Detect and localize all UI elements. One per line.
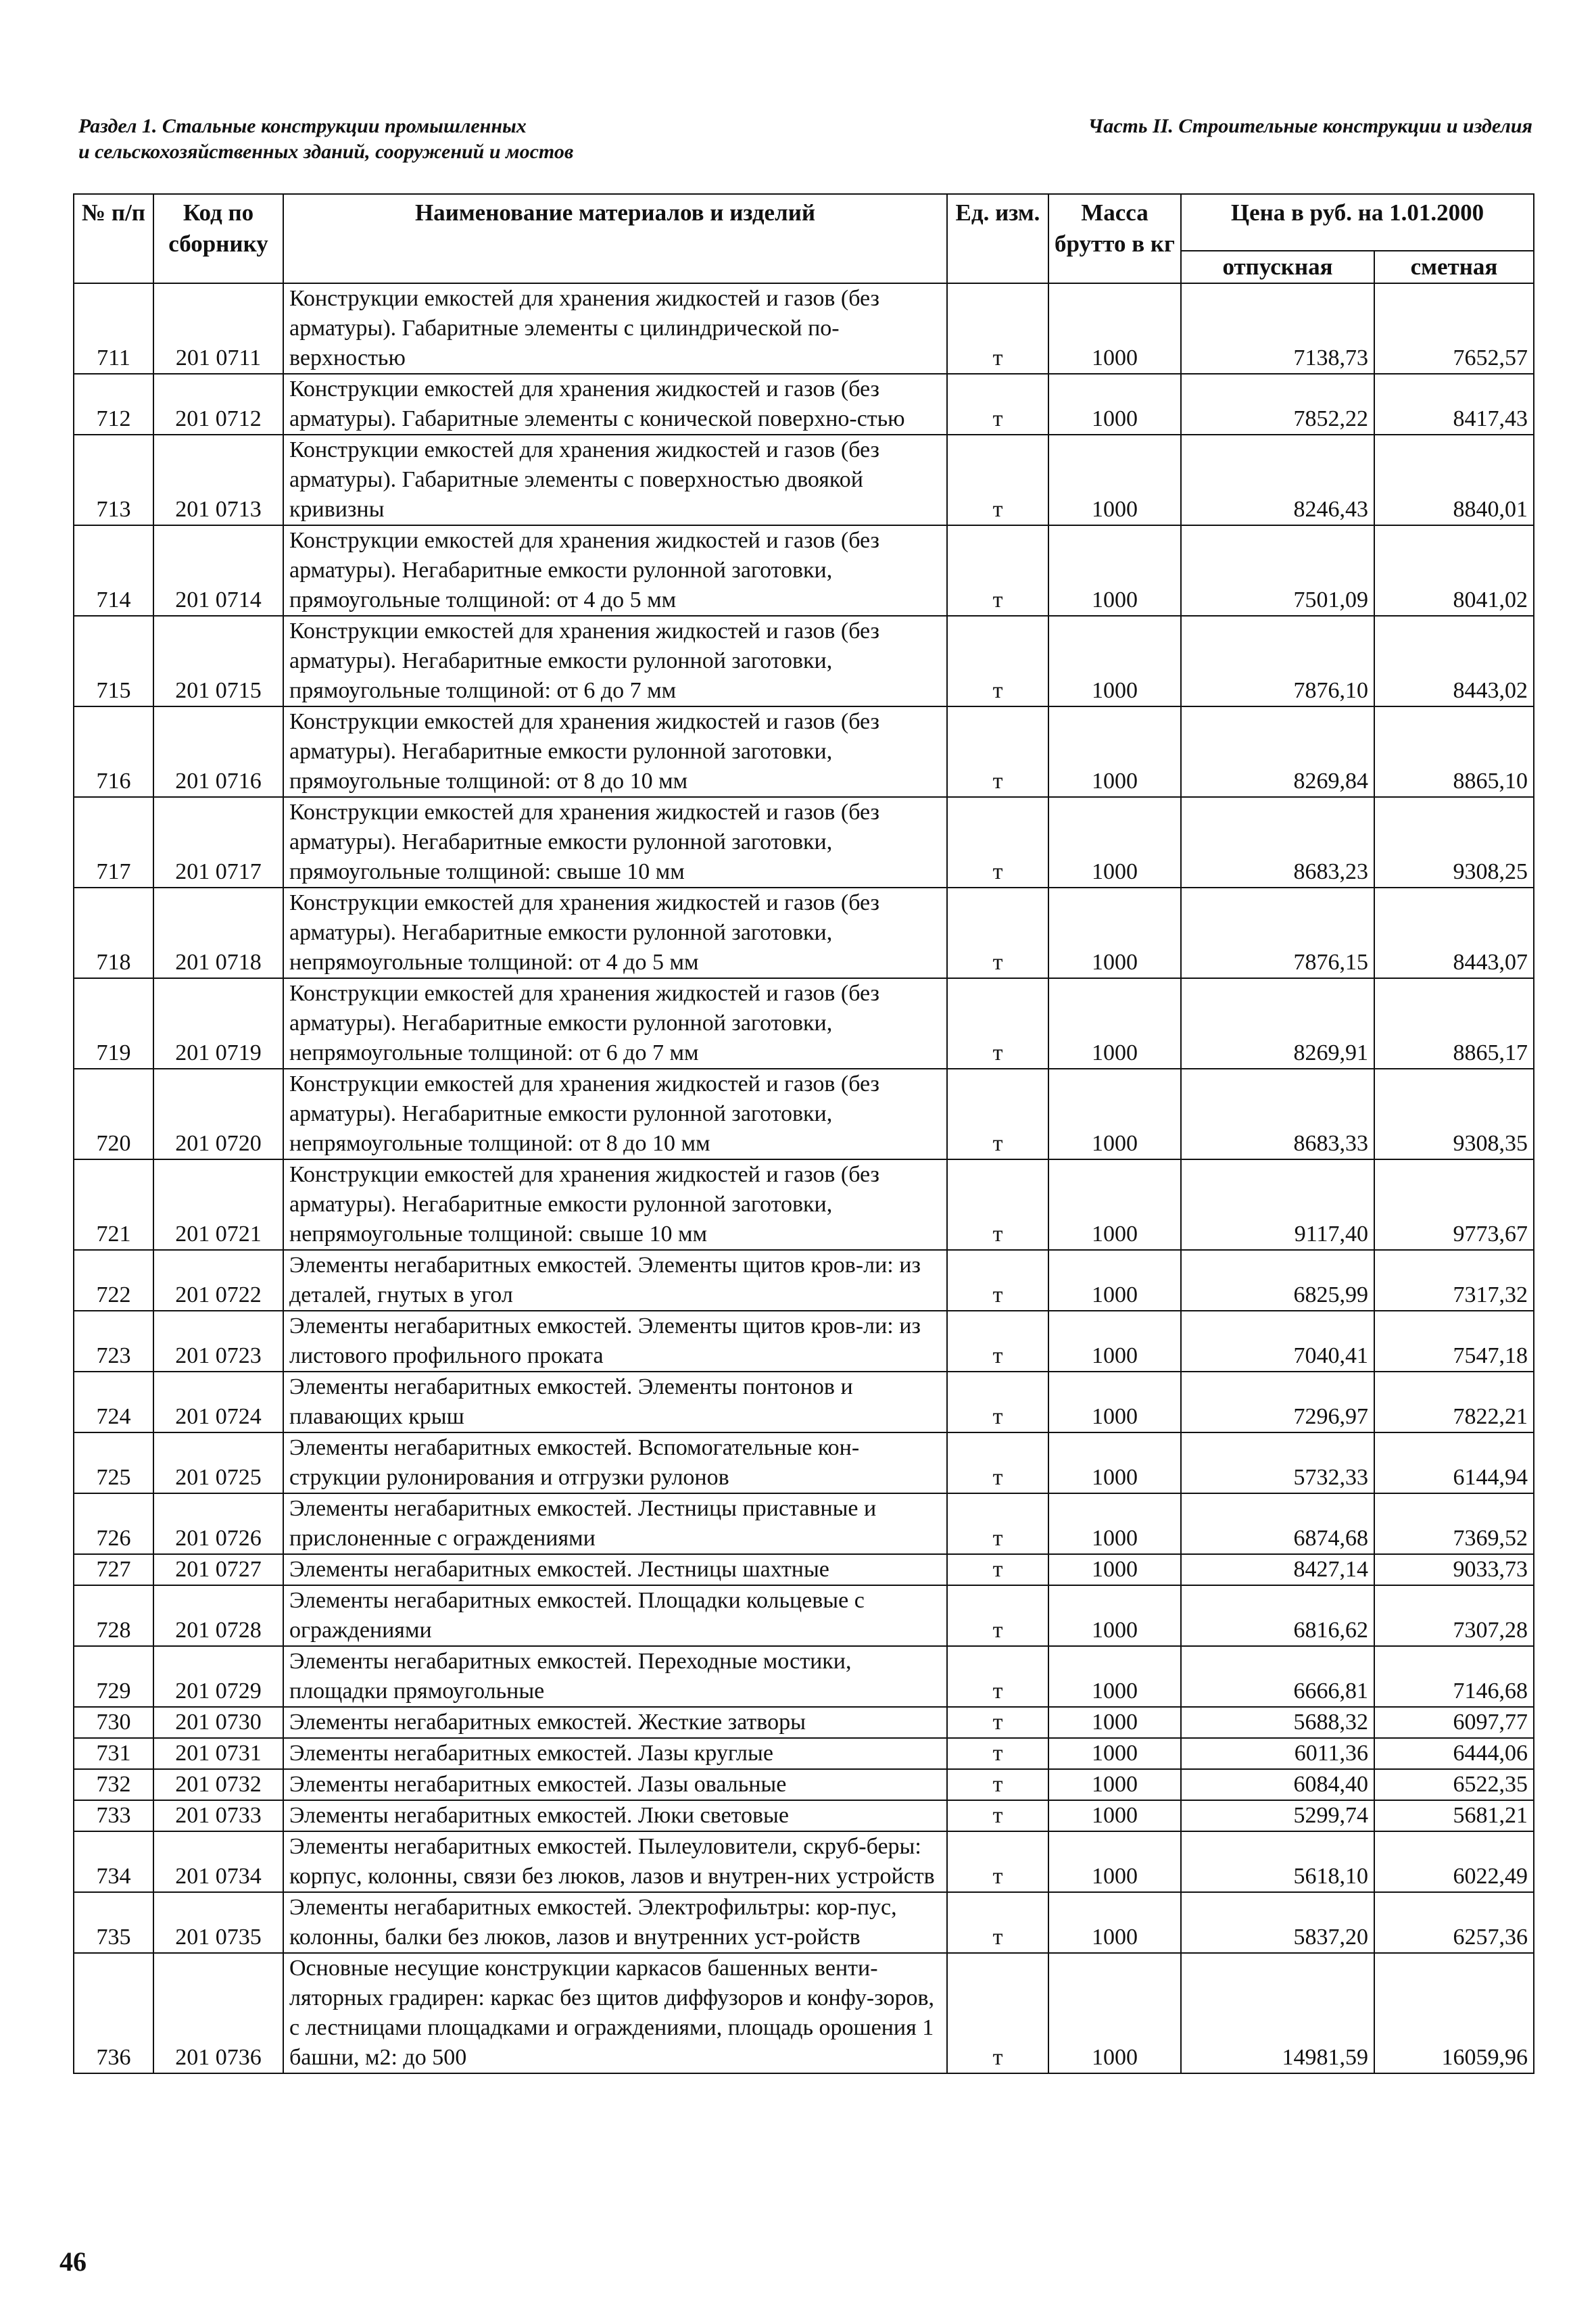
row-price-estimate: 5681,21	[1374, 1800, 1534, 1831]
row-price-release: 8269,91	[1181, 978, 1374, 1069]
row-mass: 1000	[1048, 1738, 1181, 1769]
row-price-release: 6825,99	[1181, 1250, 1374, 1311]
table-row	[74, 1800, 1534, 1831]
table-row	[74, 1250, 1534, 1311]
row-code: 201 0729	[153, 1646, 283, 1707]
row-number: 724	[74, 1372, 153, 1432]
row-code: 201 0728	[153, 1585, 283, 1646]
row-price-estimate: 8417,43	[1374, 374, 1534, 435]
row-price-release: 7876,15	[1181, 888, 1374, 978]
row-number: 733	[74, 1800, 153, 1831]
row-price-estimate: 7307,28	[1374, 1585, 1534, 1646]
row-code: 201 0735	[153, 1892, 283, 1953]
row-number: 725	[74, 1432, 153, 1493]
row-code: 201 0724	[153, 1372, 283, 1432]
row-unit: т	[947, 1585, 1048, 1646]
row-name: Элементы негабаритных емкостей. Электрофильтры: кор-пус, колонны, балки без люков, лазов и внутренних уст-ройств	[283, 1892, 947, 1953]
row-code: 201 0712	[153, 374, 283, 435]
row-code: 201 0732	[153, 1769, 283, 1800]
row-price-release: 5299,74	[1181, 1800, 1374, 1831]
row-unit: т	[947, 1372, 1048, 1432]
col-header-num: № п/п	[74, 194, 153, 283]
row-unit: т	[947, 1069, 1048, 1159]
row-name: Элементы негабаритных емкостей. Элементы понтонов и плавающих крыш	[283, 1372, 947, 1432]
col-header-unit: Ед. изм.	[947, 194, 1048, 283]
row-unit: т	[947, 978, 1048, 1069]
row-price-estimate: 8865,10	[1374, 706, 1534, 797]
table-row	[74, 978, 1534, 1069]
row-unit: т	[947, 435, 1048, 525]
row-name: Элементы негабаритных емкостей. Жесткие затворы	[283, 1707, 947, 1738]
row-price-estimate: 7369,52	[1374, 1493, 1534, 1554]
row-mass: 1000	[1048, 1707, 1181, 1738]
table-row	[74, 435, 1534, 525]
row-price-estimate: 7547,18	[1374, 1311, 1534, 1372]
row-price-release: 5618,10	[1181, 1831, 1374, 1892]
row-code: 201 0721	[153, 1159, 283, 1250]
row-price-estimate: 6022,49	[1374, 1831, 1534, 1892]
row-number: 718	[74, 888, 153, 978]
row-number: 715	[74, 616, 153, 706]
row-unit: т	[947, 1159, 1048, 1250]
row-code: 201 0711	[153, 283, 283, 374]
row-name: Конструкции емкостей для хранения жидкостей и газов (без арматуры). Негабаритные емкости рулонной заготовки, прямоугольные толщиной: от 4 до 5 мм	[283, 525, 947, 616]
row-price-release: 8427,14	[1181, 1554, 1374, 1585]
row-code: 201 0722	[153, 1250, 283, 1311]
row-name: Основные несущие конструкции каркасов башенных венти-ляторных градирен: каркас без щитов диффузоров и конфу-зоров, с лестницами площадками и ограждениями, площадь орошения 1 башни, м2: до 500	[283, 1953, 947, 2073]
row-number: 727	[74, 1554, 153, 1585]
row-mass: 1000	[1048, 797, 1181, 888]
row-mass: 1000	[1048, 1069, 1181, 1159]
row-price-release: 7040,41	[1181, 1311, 1374, 1372]
row-price-estimate: 7822,21	[1374, 1372, 1534, 1432]
row-code: 201 0730	[153, 1707, 283, 1738]
row-price-release: 6874,68	[1181, 1493, 1374, 1554]
row-mass: 1000	[1048, 1432, 1181, 1493]
table-row	[74, 1159, 1534, 1250]
row-number: 736	[74, 1953, 153, 2073]
table-row	[74, 1493, 1534, 1554]
row-number: 730	[74, 1707, 153, 1738]
running-header-section	[78, 114, 573, 165]
row-mass: 1000	[1048, 1585, 1181, 1646]
row-price-estimate: 6097,77	[1374, 1707, 1534, 1738]
table-row	[74, 1432, 1534, 1493]
row-mass: 1000	[1048, 525, 1181, 616]
row-mass: 1000	[1048, 1493, 1181, 1554]
row-unit: т	[947, 616, 1048, 706]
row-unit: т	[947, 283, 1048, 374]
table-row	[74, 1554, 1534, 1585]
row-price-release: 7296,97	[1181, 1372, 1374, 1432]
row-name: Конструкции емкостей для хранения жидкостей и газов (без арматуры). Негабаритные емкости рулонной заготовки, прямоугольные толщиной: от 6 до 7 мм	[283, 616, 947, 706]
row-mass: 1000	[1048, 435, 1181, 525]
row-unit: т	[947, 1831, 1048, 1892]
col-header-price: Цена в руб. на 1.01.2000	[1181, 194, 1534, 251]
row-unit: т	[947, 1432, 1048, 1493]
running-header-part	[1088, 114, 1532, 139]
row-number: 726	[74, 1493, 153, 1554]
row-code: 201 0720	[153, 1069, 283, 1159]
row-name: Элементы негабаритных емкостей. Люки световые	[283, 1800, 947, 1831]
table-row	[74, 1769, 1534, 1800]
row-code: 201 0719	[153, 978, 283, 1069]
row-price-release: 5837,20	[1181, 1892, 1374, 1953]
table-row	[74, 1646, 1534, 1707]
row-name: Конструкции емкостей для хранения жидкостей и газов (без арматуры). Габаритные элементы с поверхностью двоякой кривизны	[283, 435, 947, 525]
col-header-price-release: отпускная	[1181, 251, 1374, 283]
row-name: Элементы негабаритных емкостей. Вспомогательные кон-струкции рулонирования и отгрузки рулонов	[283, 1432, 947, 1493]
col-header-name: Наименование материалов и изделий	[283, 194, 947, 283]
page-number: 46	[59, 2246, 87, 2277]
row-mass: 1000	[1048, 283, 1181, 374]
row-code: 201 0727	[153, 1554, 283, 1585]
row-mass: 1000	[1048, 1800, 1181, 1831]
row-name: Элементы негабаритных емкостей. Переходные мостики, площадки прямоугольные	[283, 1646, 947, 1707]
row-unit: т	[947, 797, 1048, 888]
row-price-estimate: 8443,07	[1374, 888, 1534, 978]
row-code: 201 0718	[153, 888, 283, 978]
row-name: Элементы негабаритных емкостей. Лестницы приставные и прислоненные с ограждениями	[283, 1493, 947, 1554]
row-number: 732	[74, 1769, 153, 1800]
row-code: 201 0723	[153, 1311, 283, 1372]
row-number: 713	[74, 435, 153, 525]
row-mass: 1000	[1048, 1769, 1181, 1800]
row-price-release: 9117,40	[1181, 1159, 1374, 1250]
part-title: Часть II. Строительные конструкции и изделия	[1088, 115, 1532, 137]
row-price-estimate: 6144,94	[1374, 1432, 1534, 1493]
row-unit: т	[947, 1493, 1048, 1554]
table-row	[74, 1707, 1534, 1738]
row-price-estimate: 8865,17	[1374, 978, 1534, 1069]
row-code: 201 0726	[153, 1493, 283, 1554]
row-name: Конструкции емкостей для хранения жидкостей и газов (без арматуры). Габаритные элементы с конической поверхно-стью	[283, 374, 947, 435]
table-row	[74, 706, 1534, 797]
row-price-release: 7876,10	[1181, 616, 1374, 706]
row-price-release: 8269,84	[1181, 706, 1374, 797]
row-unit: т	[947, 1707, 1048, 1738]
row-name: Конструкции емкостей для хранения жидкостей и газов (без арматуры). Негабаритные емкости рулонной заготовки, непрямоугольные толщиной: от 8 до 10 мм	[283, 1069, 947, 1159]
col-header-price-estimate: сметная	[1374, 251, 1534, 283]
row-code: 201 0725	[153, 1432, 283, 1493]
row-mass: 1000	[1048, 1892, 1181, 1953]
row-number: 714	[74, 525, 153, 616]
row-number: 716	[74, 706, 153, 797]
row-mass: 1000	[1048, 1250, 1181, 1311]
row-price-estimate: 8443,02	[1374, 616, 1534, 706]
row-mass: 1000	[1048, 1311, 1181, 1372]
row-number: 734	[74, 1831, 153, 1892]
row-unit: т	[947, 706, 1048, 797]
section-title-line1: Раздел 1. Стальные конструкции промышленных	[78, 115, 527, 137]
row-price-release: 8246,43	[1181, 435, 1374, 525]
table-row	[74, 283, 1534, 374]
row-unit: т	[947, 1769, 1048, 1800]
row-code: 201 0717	[153, 797, 283, 888]
table-row	[74, 1831, 1534, 1892]
row-name: Элементы негабаритных емкостей. Площадки кольцевые с ограждениями	[283, 1585, 947, 1646]
row-code: 201 0714	[153, 525, 283, 616]
row-price-release: 5732,33	[1181, 1432, 1374, 1493]
row-unit: т	[947, 525, 1048, 616]
row-price-estimate: 7652,57	[1374, 283, 1534, 374]
row-mass: 1000	[1048, 978, 1181, 1069]
section-title-line2: и сельскохозяйственных зданий, сооружений и мостов	[78, 141, 574, 163]
row-price-estimate: 16059,96	[1374, 1953, 1534, 2073]
table-body	[74, 283, 1534, 2073]
row-price-release: 8683,23	[1181, 797, 1374, 888]
row-mass: 1000	[1048, 1372, 1181, 1432]
table-row	[74, 1069, 1534, 1159]
row-name: Элементы негабаритных емкостей. Лестницы шахтные	[283, 1554, 947, 1585]
table-row	[74, 1953, 1534, 2073]
row-price-estimate: 9773,67	[1374, 1159, 1534, 1250]
row-price-release: 7501,09	[1181, 525, 1374, 616]
row-price-release: 14981,59	[1181, 1953, 1374, 2073]
row-number: 721	[74, 1159, 153, 1250]
row-price-release: 6666,81	[1181, 1646, 1374, 1707]
row-price-estimate: 6522,35	[1374, 1769, 1534, 1800]
row-number: 722	[74, 1250, 153, 1311]
row-number: 712	[74, 374, 153, 435]
row-number: 735	[74, 1892, 153, 1953]
row-price-release: 6816,62	[1181, 1585, 1374, 1646]
row-price-estimate: 9308,25	[1374, 797, 1534, 888]
row-mass: 1000	[1048, 1953, 1181, 2073]
row-price-estimate: 6257,36	[1374, 1892, 1534, 1953]
row-price-release: 6011,36	[1181, 1738, 1374, 1769]
row-unit: т	[947, 1554, 1048, 1585]
row-code: 201 0733	[153, 1800, 283, 1831]
row-number: 711	[74, 283, 153, 374]
row-unit: т	[947, 1953, 1048, 2073]
row-price-estimate: 8041,02	[1374, 525, 1534, 616]
row-unit: т	[947, 1800, 1048, 1831]
table-row	[74, 1892, 1534, 1953]
row-mass: 1000	[1048, 888, 1181, 978]
col-header-code: Код по сборнику	[153, 194, 283, 283]
row-name: Элементы негабаритных емкостей. Лазы овальные	[283, 1769, 947, 1800]
row-unit: т	[947, 1738, 1048, 1769]
row-number: 723	[74, 1311, 153, 1372]
row-unit: т	[947, 1892, 1048, 1953]
row-code: 201 0736	[153, 1953, 283, 2073]
row-number: 731	[74, 1738, 153, 1769]
row-number: 720	[74, 1069, 153, 1159]
row-mass: 1000	[1048, 1646, 1181, 1707]
row-number: 729	[74, 1646, 153, 1707]
table-row	[74, 616, 1534, 706]
row-name: Элементы негабаритных емкостей. Элементы щитов кров-ли: из листового профильного проката	[283, 1311, 947, 1372]
table-row	[74, 1738, 1534, 1769]
table-row	[74, 797, 1534, 888]
row-code: 201 0731	[153, 1738, 283, 1769]
row-mass: 1000	[1048, 374, 1181, 435]
row-price-release: 6084,40	[1181, 1769, 1374, 1800]
row-price-estimate: 7146,68	[1374, 1646, 1534, 1707]
row-price-estimate: 9033,73	[1374, 1554, 1534, 1585]
row-price-release: 7138,73	[1181, 283, 1374, 374]
row-name: Конструкции емкостей для хранения жидкостей и газов (без арматуры). Негабаритные емкости рулонной заготовки, прямоугольные толщиной: от 8 до 10 мм	[283, 706, 947, 797]
table-row	[74, 1311, 1534, 1372]
row-name: Конструкции емкостей для хранения жидкостей и газов (без арматуры). Негабаритные емкости рулонной заготовки, непрямоугольные толщиной: свыше 10 мм	[283, 1159, 947, 1250]
row-unit: т	[947, 888, 1048, 978]
col-header-mass: Масса брутто в кг	[1048, 194, 1181, 283]
row-unit: т	[947, 1646, 1048, 1707]
row-code: 201 0716	[153, 706, 283, 797]
row-mass: 1000	[1048, 616, 1181, 706]
table-row	[74, 525, 1534, 616]
row-mass: 1000	[1048, 706, 1181, 797]
row-price-estimate: 7317,32	[1374, 1250, 1534, 1311]
table-row	[74, 374, 1534, 435]
row-price-estimate: 9308,35	[1374, 1069, 1534, 1159]
row-name: Элементы негабаритных емкостей. Лазы круглые	[283, 1738, 947, 1769]
row-unit: т	[947, 1311, 1048, 1372]
row-mass: 1000	[1048, 1159, 1181, 1250]
row-price-estimate: 8840,01	[1374, 435, 1534, 525]
price-table	[73, 193, 1534, 2074]
row-code: 201 0713	[153, 435, 283, 525]
table-row	[74, 1372, 1534, 1432]
table-row	[74, 1585, 1534, 1646]
row-name: Элементы негабаритных емкостей. Пылеуловители, скруб-беры: корпус, колонны, связи без люков, лазов и внутрен-них устройств	[283, 1831, 947, 1892]
row-name: Конструкции емкостей для хранения жидкостей и газов (без арматуры). Негабаритные емкости рулонной заготовки, непрямоугольные толщиной: от 6 до 7 мм	[283, 978, 947, 1069]
row-code: 201 0715	[153, 616, 283, 706]
row-unit: т	[947, 374, 1048, 435]
row-number: 728	[74, 1585, 153, 1646]
row-mass: 1000	[1048, 1831, 1181, 1892]
row-name: Элементы негабаритных емкостей. Элементы щитов кров-ли: из деталей, гнутых в угол	[283, 1250, 947, 1311]
row-name: Конструкции емкостей для хранения жидкостей и газов (без арматуры). Габаритные элементы с цилиндрической по-верхностью	[283, 283, 947, 374]
row-price-release: 5688,32	[1181, 1707, 1374, 1738]
row-price-release: 8683,33	[1181, 1069, 1374, 1159]
row-name: Конструкции емкостей для хранения жидкостей и газов (без арматуры). Негабаритные емкости рулонной заготовки, непрямоугольные толщиной: от 4 до 5 мм	[283, 888, 947, 978]
row-code: 201 0734	[153, 1831, 283, 1892]
row-mass: 1000	[1048, 1554, 1181, 1585]
row-name: Конструкции емкостей для хранения жидкостей и газов (без арматуры). Негабаритные емкости рулонной заготовки, прямоугольные толщиной: свыше 10 мм	[283, 797, 947, 888]
row-price-release: 7852,22	[1181, 374, 1374, 435]
row-number: 719	[74, 978, 153, 1069]
row-unit: т	[947, 1250, 1048, 1311]
row-number: 717	[74, 797, 153, 888]
table-row	[74, 888, 1534, 978]
row-price-estimate: 6444,06	[1374, 1738, 1534, 1769]
